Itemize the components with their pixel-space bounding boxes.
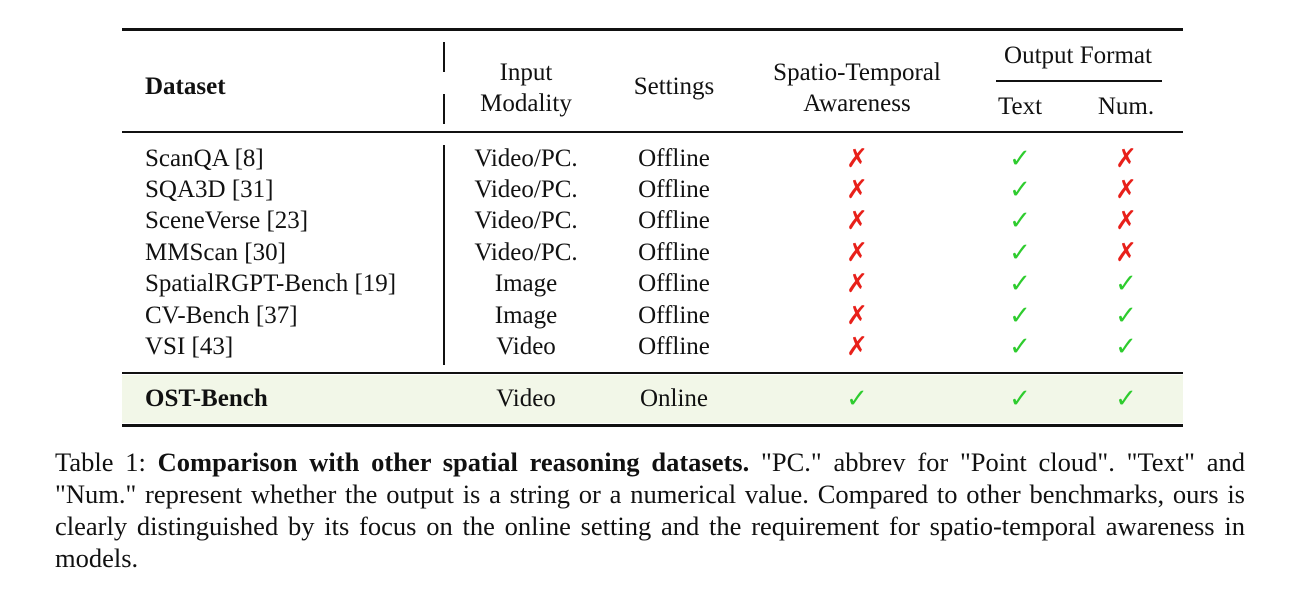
dataset-cell: CV-Bench [37] [145,302,298,329]
check-icon: ✓ [1009,332,1031,362]
header-rule [122,131,1183,133]
dataset-cell: VSI [43] [145,333,234,360]
cross-icon: ✗ [846,332,868,362]
check-icon: ✓ [1009,175,1031,205]
table-caption [55,446,1245,574]
settings-cell: Offline [638,176,710,203]
cross-icon: ✗ [846,144,868,174]
settings-cell: Offline [638,239,710,266]
settings-cell: Offline [638,333,710,360]
cross-icon: ✗ [846,206,868,236]
cross-icon: ✗ [846,238,868,268]
header-text: Text [997,93,1043,120]
modality-cell: Video [496,333,556,360]
modality-cell: Image [494,270,558,297]
header-input-modality-line1: Input [499,59,553,86]
check-icon: ✓ [846,384,868,414]
cross-icon: ✗ [846,301,868,331]
header-input-modality-line2: Modality [480,90,572,117]
bottom-rule [122,424,1183,427]
check-icon: ✓ [1009,238,1031,268]
dataset-cell: ScanQA [8] [145,145,264,172]
settings-cell: Offline [638,207,710,234]
header-separator-1 [443,42,445,72]
body-separator [443,145,445,365]
cross-icon: ✗ [1115,206,1137,236]
check-icon: ✓ [1009,144,1031,174]
modality-cell: Video [496,385,556,412]
modality-cell: Video/PC. [474,176,578,203]
cross-icon: ✗ [1115,238,1137,268]
settings-cell: Offline [638,302,710,329]
check-icon: ✓ [1009,301,1031,331]
header-spatio-line1: Spatio-Temporal [773,59,941,86]
check-icon: ✓ [1115,332,1137,362]
header-output-format: Output Format [1004,42,1152,69]
header-num: Num. [1097,93,1155,120]
modality-cell: Video/PC. [474,207,578,234]
modality-cell: Video/PC. [474,145,578,172]
header-settings: Settings [633,73,715,100]
header-dataset: Dataset [145,73,226,100]
dataset-cell: SQA3D [31] [145,176,274,203]
cross-icon: ✗ [846,269,868,299]
header-separator-2 [443,94,445,124]
cross-icon: ✗ [1115,144,1137,174]
check-icon: ✓ [1115,269,1137,299]
check-icon: ✓ [1009,384,1031,414]
cross-icon: ✗ [846,175,868,205]
check-icon: ✓ [1115,301,1137,331]
header-spatio-line2: Awareness [803,90,911,117]
caption-bold: Comparison with other spatial reasoning datasets. [157,447,750,477]
modality-cell: Video/PC. [474,239,578,266]
output-format-rule [996,80,1162,82]
mid-rule [122,372,1183,374]
dataset-cell: SceneVerse [23] [145,207,309,234]
top-rule [122,28,1183,31]
dataset-cell: MMScan [30] [145,239,286,266]
modality-cell: Image [494,302,558,329]
check-icon: ✓ [1009,269,1031,299]
check-icon: ✓ [1115,384,1137,414]
dataset-cell: SpatialRGPT-Bench [19] [145,270,397,297]
caption-label: Table 1: [55,447,146,477]
cross-icon: ✗ [1115,175,1137,205]
caption-text: "PC." abbrev for "Point cloud". "Text" and "Num." represent whether the output is a string or a numerical value. Compared to other benchmarks, ours is clearly distinguished by its focus on the online setting and the requirement for spatio-temporal awareness in models. [55,447,1246,573]
check-icon: ✓ [1009,206,1031,236]
settings-cell: Offline [638,145,710,172]
settings-cell: Online [639,385,709,412]
settings-cell: Offline [638,270,710,297]
dataset-cell: OST-Bench [145,385,268,412]
